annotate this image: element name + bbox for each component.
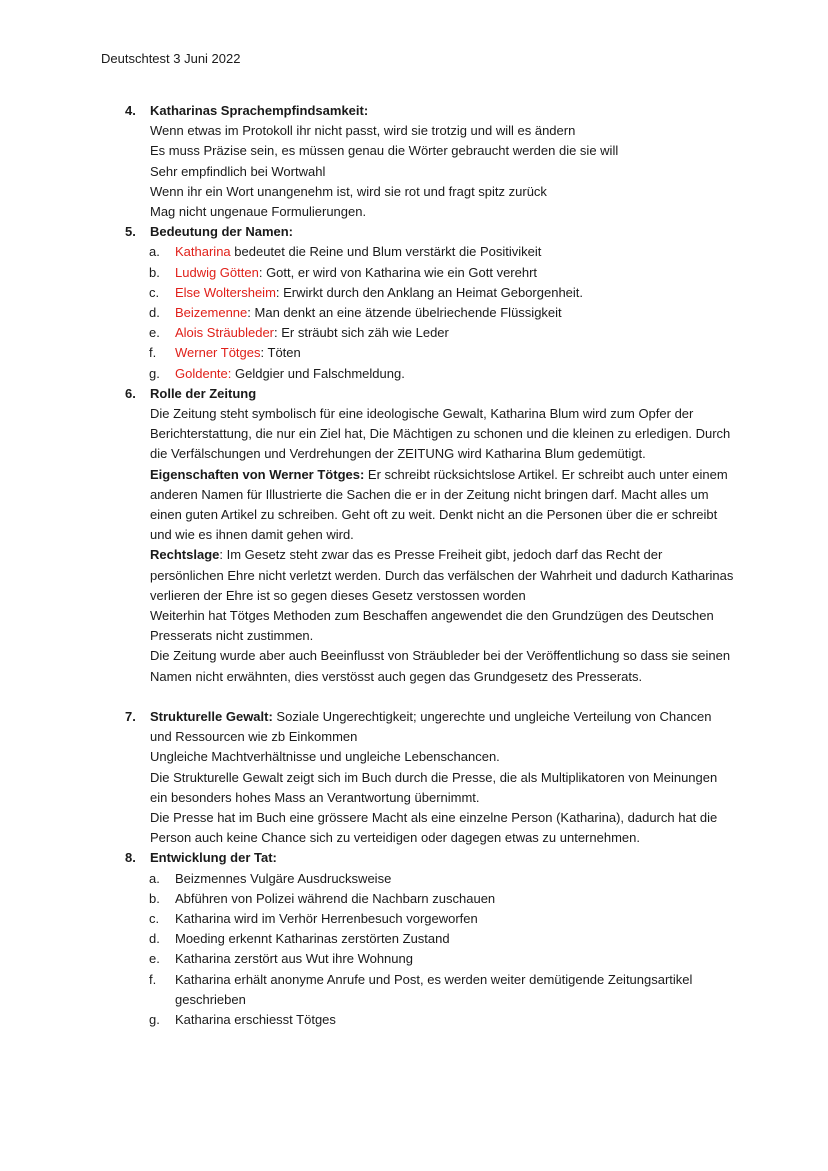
item-text: Moeding erkennt Katharinas zerstörten Zustand xyxy=(175,931,450,947)
list-item xyxy=(125,1010,735,1030)
list-item xyxy=(125,364,735,384)
section-7 xyxy=(125,707,735,848)
text-line: Sehr empfindlich bei Wortwahl xyxy=(150,163,326,179)
item-text: Katharina wird im Verhör Herrenbesuch vorgeworfen xyxy=(175,910,478,926)
name-term: Werner Tötges xyxy=(175,345,261,361)
item-letter: f. xyxy=(149,345,157,361)
list-item xyxy=(125,929,735,949)
paragraph: Weiterhin hat Tötges Methoden zum Beschaffen angewendet die den Grundzügen des Deutschen Presserats nicht zustimmen. xyxy=(150,608,714,644)
list-item xyxy=(125,970,735,1010)
paragraph xyxy=(150,545,735,606)
item-letter: e. xyxy=(149,325,160,341)
section-number: 8. xyxy=(125,850,136,866)
item-letter: c. xyxy=(149,284,160,300)
name-term: Katharina xyxy=(175,244,231,260)
item-text: Beizmennes Vulgäre Ausdrucksweise xyxy=(175,870,392,886)
list-item xyxy=(125,889,735,909)
text-line: Wenn etwas im Protokoll ihr nicht passt, wird sie trotzig und will es ändern xyxy=(150,123,576,139)
item-letter: e. xyxy=(149,951,160,967)
item-letter: d. xyxy=(149,305,160,321)
list-item xyxy=(125,303,735,323)
section-title: Strukturelle Gewalt: xyxy=(150,708,273,724)
name-meaning: : Er sträubt sich zäh wie Leder xyxy=(274,325,449,341)
item-text: Katharina erhält anonyme Anrufe und Post, es werden weiter demütigende Zeitungsartikel geschrieben xyxy=(175,971,693,1007)
paragraph: Die Presse hat im Buch eine grössere Macht als eine einzelne Person (Katharina), dadurch hat die Person auch keine Chance sich zu verteidigen oder dagegen etwas zu unternehmen. xyxy=(150,809,718,846)
section-6 xyxy=(125,384,735,687)
paragraph: Die Strukturelle Gewalt zeigt sich im Buch durch die Presse, die als Multiplikatoren von Meinungen ein besonders hohes Mass an Verantwortung übernimmt. xyxy=(150,769,718,805)
text-line: Mag nicht ungenaue Formulierungen. xyxy=(150,204,367,220)
list-item xyxy=(125,283,735,303)
section-8 xyxy=(125,848,735,868)
list-item xyxy=(125,343,735,363)
spacer xyxy=(125,687,735,707)
item-letter: g. xyxy=(149,365,160,381)
item-letter: d. xyxy=(149,931,160,947)
paragraph-text: Er schreibt rücksichtslose Artikel. Er schreibt auch unter einem anderen Namen für Illustrierte die Sachen die er in der Zeitung nicht bringen darf. Macht alles um einen guten Artikel zu schreiben. Geht oft zu weit. Denkt nicht an die Personen über die er schreibt und wie es ihnen damit gehen wird. xyxy=(150,466,728,543)
list-item xyxy=(125,263,735,283)
text-line: Es muss Präzise sein, es müssen genau die Wörter gebraucht werden die sie will xyxy=(150,143,619,159)
section-title: Entwicklung der Tat: xyxy=(150,850,277,866)
name-meaning: : Man denkt an eine ätzende übelriechende Flüssigkeit xyxy=(247,305,562,321)
paragraph-text: : Im Gesetz steht zwar das es Presse Freiheit gibt, jedoch darf das Recht der persönlichen Ehre nicht verletzt werden. Durch das verfälschen der Wahrheit und dadurch Katharinas verlieren der Ehre ist so gegen dieses Gesetz verstossen worden xyxy=(150,547,734,603)
section-title: Rolle der Zeitung xyxy=(150,385,257,401)
item-text: Katharina zerstört aus Wut ihre Wohnung xyxy=(175,951,413,967)
paragraph-label: Eigenschaften von Werner Tötges: xyxy=(150,466,365,482)
section-title: Bedeutung der Namen: xyxy=(150,224,294,240)
name-term: Beizemenne xyxy=(175,305,248,321)
section-number: 6. xyxy=(125,385,136,401)
section-4 xyxy=(125,101,735,222)
list-item xyxy=(125,323,735,343)
item-letter: b. xyxy=(149,264,160,280)
name-meaning: bedeutet die Reine und Blum verstärkt die Positivikeit xyxy=(230,244,542,260)
paragraph: Ungleiche Machtverhältnisse und ungleiche Lebenschancen. xyxy=(150,749,500,765)
paragraph-label: Rechtslage xyxy=(150,547,220,563)
item-letter: b. xyxy=(149,890,160,906)
list-item xyxy=(125,869,735,889)
paragraph: Die Zeitung steht symbolisch für eine ideologische Gewalt, Katharina Blum wird zum Opfer der Berichterstattung, die nur ein Ziel hat, Die Mächtigen zu schonen und die kleinen zu erledigen. Durch die Verfälschungen und Verdrehungen der ZEITUNG wird Katharina Blum gedemütigt. xyxy=(150,406,731,462)
name-term: Else Woltersheim xyxy=(175,284,276,300)
section-number: 7. xyxy=(125,708,136,724)
document-header: Deutschtest 3 Juni 2022 xyxy=(101,51,241,66)
name-meaning: Geldgier und Falschmeldung. xyxy=(231,365,405,381)
text-line: Wenn ihr ein Wort unangenehm ist, wird sie rot und fragt spitz zurück xyxy=(150,183,547,199)
section-number: 5. xyxy=(125,224,136,240)
paragraph xyxy=(150,707,735,747)
name-meaning: : Töten xyxy=(260,345,301,361)
name-term: Ludwig Götten xyxy=(175,264,259,280)
name-term: Goldente: xyxy=(175,365,232,381)
section-number: 4. xyxy=(125,103,136,118)
name-meaning: : Erwirkt durch den Anklang an Heimat Geborgenheit. xyxy=(275,284,584,300)
item-text: Abführen von Polizei während die Nachbarn zuschauen xyxy=(175,890,496,906)
name-term: Alois Sträubleder xyxy=(175,325,274,341)
list-item xyxy=(125,909,735,929)
name-meaning: : Gott, er wird von Katharina wie ein Gott verehrt xyxy=(258,264,538,280)
item-letter: a. xyxy=(149,244,160,260)
numbered-list xyxy=(125,101,735,1030)
list-item xyxy=(125,242,735,262)
item-letter: c. xyxy=(149,910,160,926)
item-letter: a. xyxy=(149,870,160,886)
paragraph: Die Zeitung wurde aber auch Beeinflusst von Sträubleder bei der Veröffentlichung so dass sie seinen Namen nicht erwähnten, dies verstösst auch gegen das Grundgesetz des Presserats. xyxy=(150,648,731,684)
item-letter: f. xyxy=(149,971,157,987)
paragraph-text: Soziale Ungerechtigkeit; ungerechte und ungleiche Verteilung von Chancen und Ressourcen wie zb Einkommen xyxy=(150,708,712,745)
paragraph xyxy=(150,465,735,546)
item-text: Katharina erschiesst Tötges xyxy=(175,1011,336,1027)
section-5 xyxy=(125,222,735,242)
section-title: Katharinas Sprachempfindsamkeit: xyxy=(150,103,369,118)
list-item xyxy=(125,949,735,969)
item-letter: g. xyxy=(149,1011,160,1027)
